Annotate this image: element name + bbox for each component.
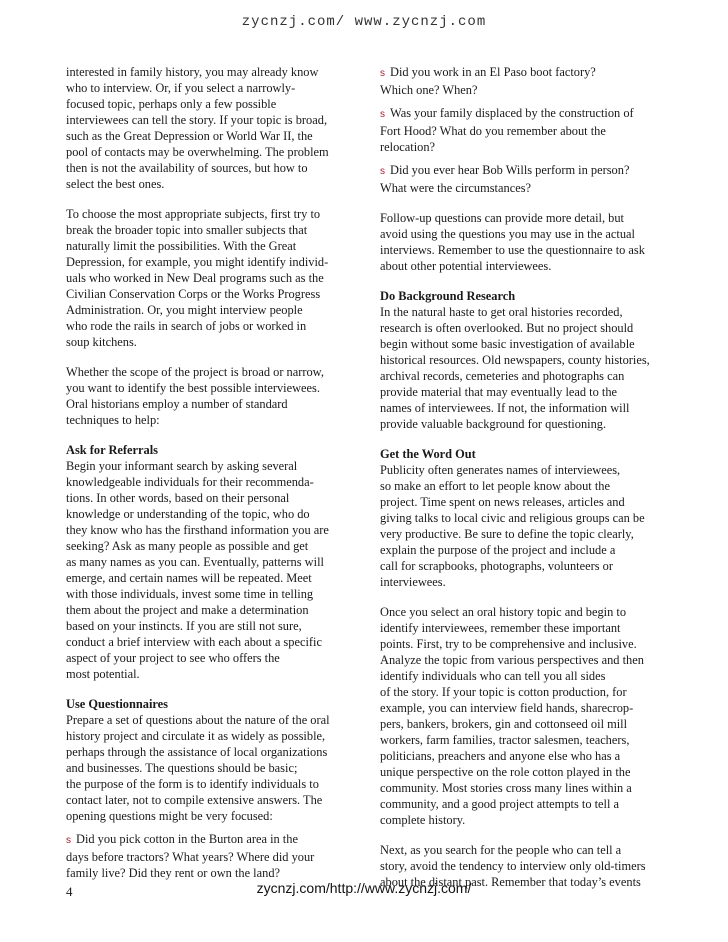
line-text: Begin your informant search by asking several (66, 459, 298, 473)
text-line (380, 812, 670, 828)
line-text: To choose the most appropriate subjects, first try to (66, 207, 321, 221)
text-line (380, 748, 670, 764)
line-text: and businesses. The questions should be basic; (66, 761, 298, 775)
text-line (66, 728, 353, 744)
text-line (380, 732, 670, 748)
text-line (66, 80, 353, 96)
line-text: community. Most stories cross many lines within a (380, 781, 632, 795)
section-heading: Do Background Research (380, 289, 516, 303)
text-line (380, 796, 670, 812)
line-text: giving talks to local civic and religious groups can be (380, 511, 645, 525)
line-text: research is often overlooked. But no project should (380, 321, 634, 335)
line-text: as many names as you can. Eventually, patterns will (66, 555, 324, 569)
paragraph (380, 462, 670, 590)
line-text: pers, bankers, brokers, gin and cottonseed oil mill (380, 717, 628, 731)
paragraph (380, 304, 670, 432)
text-line (66, 206, 353, 222)
paragraph (66, 206, 353, 350)
line-text: soup kitchens. (66, 335, 137, 349)
text-line (66, 238, 353, 254)
line-text: unique perspective on the role cotton played in the (380, 765, 631, 779)
bullet-icon: s (380, 109, 385, 120)
text-line (66, 302, 353, 318)
bullet-item (380, 162, 670, 196)
line-text: select the best ones. (66, 177, 165, 191)
line-text: Analyze the topic from various perspectives and then (380, 653, 644, 667)
line-text: interviews. Remember to use the questionnaire to ask (380, 243, 645, 257)
line-text: interviewees can tell the story. If your topic is broad, (66, 113, 328, 127)
line-text: Depression, for example, you might identify individ- (66, 255, 329, 269)
line-text: then is not the availability of sources, but how to (66, 161, 308, 175)
line-text: aspect of your project to see who offers the (66, 651, 280, 665)
text-line (380, 700, 670, 716)
text-line (66, 522, 353, 538)
line-text: focused topic, perhaps only a few possible (66, 97, 277, 111)
text-line (66, 618, 353, 634)
bullet-item (66, 831, 353, 881)
text-line (66, 760, 353, 776)
text-line (66, 586, 353, 602)
text-line (66, 506, 353, 522)
section-heading: Ask for Referrals (66, 443, 158, 457)
text-line (66, 222, 353, 238)
line-text: who to interview. Or, if you select a narrowly- (66, 81, 296, 95)
text-line (380, 210, 670, 226)
line-text: of the story. If your topic is cotton production, for (380, 685, 627, 699)
text-line (66, 865, 353, 881)
text-line (380, 858, 670, 874)
paragraph (66, 458, 353, 682)
text-line (66, 712, 353, 728)
line-text: they know who has the firsthand information you are (66, 523, 329, 537)
line-text: uals who worked in New Deal programs such as the (66, 271, 324, 285)
paragraph (66, 364, 353, 428)
text-line (380, 242, 670, 258)
text-line (380, 384, 670, 400)
text-line (380, 780, 670, 796)
line-text: Fort Hood? What do you remember about the (380, 124, 606, 138)
text-line (380, 652, 670, 668)
line-text: knowledgeable individuals for their recommenda- (66, 475, 314, 489)
line-text: opening questions might be very focused: (66, 809, 273, 823)
text-line (66, 602, 353, 618)
line-text: Administration. Or, you might interview people (66, 303, 303, 317)
text-line (380, 494, 670, 510)
line-text: conduct a brief interview with each about a specific (66, 635, 322, 649)
text-line (380, 226, 670, 242)
bullet-item (380, 64, 670, 98)
text-line (380, 668, 670, 684)
text-line (380, 574, 670, 590)
text-line (66, 64, 353, 80)
text-line (66, 144, 353, 160)
line-text: Once you select an oral history topic and begin to (380, 605, 627, 619)
line-text: community, and a good project attempts to tell a (380, 797, 620, 811)
line-text: tions. In other words, based on their personal (66, 491, 290, 505)
text-line (380, 684, 670, 700)
text-line (66, 334, 353, 350)
text-line (66, 458, 353, 474)
text-line (66, 254, 353, 270)
line-text: perhaps through the assistance of local organizations (66, 745, 328, 759)
text-line (66, 412, 353, 428)
page-footer: zycnzj.com/http://www.zycnzj.com/ (256, 880, 472, 896)
line-text: most potential. (66, 667, 140, 681)
line-text: workers, farm families, tractor salesmen, teachers, (380, 733, 630, 747)
paragraph (380, 210, 670, 274)
line-text: begin without some basic investigation of available (380, 337, 635, 351)
line-text: Did you work in an El Paso boot factory? (390, 65, 596, 79)
line-text: based on your instincts. If you are still not sure, (66, 619, 302, 633)
line-text: Whether the scope of the project is broad or narrow, (66, 365, 324, 379)
text-line (380, 304, 670, 320)
line-text: so make an effort to let people know about the (380, 479, 610, 493)
section-heading: Get the Word Out (380, 447, 476, 461)
line-text: historical resources. Old newspapers, county histories, (380, 353, 650, 367)
line-text: break the broader topic into smaller subjects that (66, 223, 308, 237)
line-text: Publicity often generates names of interviewees, (380, 463, 621, 477)
text-line (380, 416, 670, 432)
line-text: names of interviewees. If not, the information will (380, 401, 630, 415)
text-line (66, 744, 353, 760)
text-line (380, 336, 670, 352)
line-text: Prepare a set of questions about the nature of the oral (66, 713, 330, 727)
line-text: What were the circumstances? (380, 181, 532, 195)
text-line (66, 554, 353, 570)
text-line (380, 123, 670, 139)
line-text: naturally limit the possibilities. With the Great (66, 239, 297, 253)
line-text: very productive. Be sure to define the topic clearly, (380, 527, 634, 541)
line-text: points. First, try to be comprehensive and inclusive. (380, 637, 637, 651)
text-line (380, 105, 670, 123)
line-text: story, avoid the tendency to interview only old-timers (380, 859, 646, 873)
line-text: such as the Great Depression or World War II, the (66, 129, 313, 143)
line-text: you want to identify the best possible interviewees. (66, 381, 320, 395)
line-text: Next, as you search for the people who can tell a (380, 843, 622, 857)
line-text: In the natural haste to get oral histories recorded, (380, 305, 623, 319)
line-text: identify interviewees, remember these important (380, 621, 621, 635)
text-line (66, 176, 353, 192)
text-line (66, 318, 353, 334)
right-column (380, 64, 670, 890)
line-text: call for scrapbooks, photographs, volunteers or (380, 559, 613, 573)
line-text: Follow-up questions can provide more detail, but (380, 211, 624, 225)
text-line (66, 849, 353, 865)
line-text: relocation? (380, 140, 436, 154)
text-line (66, 666, 353, 682)
line-text: complete history. (380, 813, 466, 827)
text-line (380, 400, 670, 416)
line-text: emerge, and certain names will be repeated. Meet (66, 571, 312, 585)
line-text: with those individuals, invest some time in telling (66, 587, 314, 601)
text-line (380, 764, 670, 780)
line-text: explain the purpose of the project and include a (380, 543, 616, 557)
text-line (380, 368, 670, 384)
text-line (66, 474, 353, 490)
line-text: avoid using the questions you may use in the actual (380, 227, 635, 241)
text-line (66, 570, 353, 586)
paragraph (66, 712, 353, 824)
text-line (66, 160, 353, 176)
line-text: interested in family history, you may already know (66, 65, 319, 79)
text-line (380, 716, 670, 732)
line-text: family live? Did they rent or own the land? (66, 866, 281, 880)
left-column (66, 64, 353, 881)
text-line (380, 510, 670, 526)
text-line (380, 139, 670, 155)
bullet-item (380, 105, 670, 155)
text-line (66, 380, 353, 396)
text-line (66, 792, 353, 808)
line-text: provide valuable background for questioning. (380, 417, 607, 431)
text-line (380, 320, 670, 336)
line-text: interviewees. (380, 575, 446, 589)
text-line (66, 831, 353, 849)
text-line (66, 128, 353, 144)
text-line (66, 112, 353, 128)
line-text: example, you can interview field hands, sharecrop- (380, 701, 634, 715)
bullet-icon: s (380, 166, 385, 177)
line-text: them about the project and make a determination (66, 603, 309, 617)
section-heading: Use Questionnaires (66, 697, 168, 711)
text-line (380, 604, 670, 620)
line-text: techniques to help: (66, 413, 160, 427)
line-text: Did you ever hear Bob Wills perform in person? (390, 163, 630, 177)
text-line (380, 526, 670, 542)
line-text: pool of contacts may be overwhelming. The problem (66, 145, 329, 159)
page-number: 4 (66, 884, 73, 899)
line-text: Oral historians employ a number of standard (66, 397, 288, 411)
bullet-icon: s (380, 68, 385, 79)
text-line (380, 478, 670, 494)
text-line (380, 64, 670, 82)
text-line (380, 258, 670, 274)
bullet-icon: s (66, 835, 71, 846)
text-line (380, 82, 670, 98)
text-line (380, 842, 670, 858)
line-text: contact later, not to compile extensive answers. The (66, 793, 323, 807)
text-line (66, 538, 353, 554)
text-line (380, 558, 670, 574)
line-text: who rode the rails in search of jobs or worked in (66, 319, 307, 333)
text-line (66, 286, 353, 302)
line-text: about other potential interviewees. (380, 259, 552, 273)
text-line (380, 620, 670, 636)
text-line (66, 396, 353, 412)
line-text: history project and circulate it as widely as possible, (66, 729, 326, 743)
line-text: Was your family displaced by the construction of (390, 106, 634, 120)
line-text: seeking? Ask as many people as possible and get (66, 539, 309, 553)
text-line (66, 270, 353, 286)
text-line (380, 180, 670, 196)
text-line (66, 650, 353, 666)
line-text: Civilian Conservation Corps or the Works Progress (66, 287, 321, 301)
text-line (66, 808, 353, 824)
text-line (380, 542, 670, 558)
text-line (380, 636, 670, 652)
line-text: identify individuals who can tell you all sides (380, 669, 606, 683)
paragraph (380, 604, 670, 828)
line-text: about the distant past. Remember that today’s events (380, 875, 641, 889)
text-line (380, 462, 670, 478)
line-text: Did you pick cotton in the Burton area in the (76, 832, 298, 846)
line-text: provide material that may eventually lead to the (380, 385, 618, 399)
text-line (66, 776, 353, 792)
line-text: project. Time spent on news releases, articles and (380, 495, 625, 509)
line-text: politicians, preachers and anyone else who has a (380, 749, 621, 763)
text-line (66, 490, 353, 506)
line-text: archival records, cemeteries and photographs can (380, 369, 625, 383)
line-text: knowledge or understanding of the topic, who do (66, 507, 310, 521)
line-text: the purpose of the form is to identify individuals to (66, 777, 319, 791)
paragraph (66, 64, 353, 192)
text-line (66, 96, 353, 112)
line-text: Which one? When? (380, 83, 478, 97)
text-line (66, 634, 353, 650)
line-text: days before tractors? What years? Where did your (66, 850, 315, 864)
page-header: zycnzj.com/ www.zycnzj.com (241, 14, 487, 30)
text-line (66, 364, 353, 380)
text-line (380, 352, 670, 368)
text-line (380, 162, 670, 180)
